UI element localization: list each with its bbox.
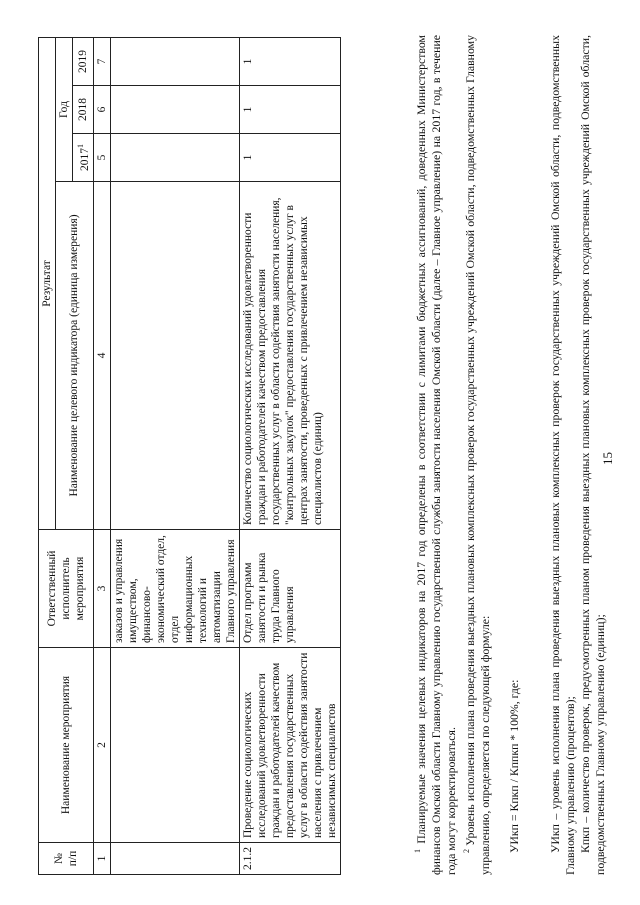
footnotes bbox=[410, 35, 608, 875]
row-value-2019: 1 bbox=[239, 37, 340, 85]
col-number: 1 bbox=[93, 843, 110, 875]
row-activity: Проведение социологических исследований удовлетворенности граждан и работодателей качеством предоставления государственных услуг в области содействия занятости населения с привлечением независимых специалистов bbox=[239, 648, 340, 843]
header-result: Результат bbox=[39, 37, 56, 529]
row-executor: заказов и управления имуществом, финансово-экономический отдел, отдел информационных технологий и автоматизации Главного управления bbox=[110, 530, 239, 648]
activities-table bbox=[38, 37, 341, 875]
row-value-2019 bbox=[110, 37, 239, 85]
formula: УИкп = Кпкп / Кппкп * 100%, где: bbox=[506, 679, 521, 853]
row-value-2017: 1 bbox=[239, 134, 340, 182]
header-executor: Ответственный исполнитель мероприятия bbox=[39, 530, 94, 648]
col-number: 6 bbox=[93, 86, 110, 134]
header-activity: Наименование мероприятия bbox=[39, 648, 94, 843]
row-value-2018 bbox=[110, 86, 239, 134]
header-year-2017: 2017$^1$ bbox=[73, 134, 94, 182]
definition-1: УИкп – уровень исполнения плана проведения выездных плановых комплексных проверок государственных учреждений Омской области, подведомственных Главному управлению (процентов); bbox=[547, 35, 577, 875]
row-num: 2.1.2 bbox=[239, 843, 340, 875]
col-number: 7 bbox=[93, 37, 110, 85]
row-executor: Отдел программ занятости и рынка труда Главного управления bbox=[239, 530, 340, 648]
row-value-2018: 1 bbox=[239, 86, 340, 134]
header-indicator: Наименование целевого индикатора (единица измерения) bbox=[56, 182, 94, 530]
row-indicator bbox=[110, 182, 239, 530]
page-number: 15 bbox=[600, 452, 615, 465]
row-activity bbox=[110, 648, 239, 843]
table-row bbox=[110, 37, 239, 874]
footnote-2: $^2$ Уровень исполнения плана проведения выездных плановых комплексных проверок государственных учреждений Омской области, подведомственных Главному управлению, определяется по следующей формуле: bbox=[461, 35, 492, 875]
row-indicator: Количество социологических исследований удовлетворенности граждан и работодателей качеством предоставления государственных услуг в области содействия занятости населения, "контрольных закупок" предоставления государственных услуг в центрах занятости, проведенных с привлечением независимых специалистов (единиц) bbox=[239, 182, 340, 530]
column-number-row bbox=[93, 37, 110, 874]
col-number: 3 bbox=[93, 530, 110, 648]
row-num bbox=[110, 843, 239, 875]
table-row bbox=[239, 37, 340, 874]
col-number: 2 bbox=[93, 648, 110, 843]
footnote-1: $^1$ Планируемые значения целевых индикаторов на 2017 год определены в соответствии с лимитами бюджетных ассигнований, доведенных Министерством финансов Омской области Главному управлению государственной службы занятости населения Омской области (далее – Главное управление) на 2017 год, в течение года могут корректироваться. bbox=[413, 35, 458, 875]
header-row-1 bbox=[39, 37, 56, 874]
row-value-2017 bbox=[110, 134, 239, 182]
col-number: 4 bbox=[93, 182, 110, 530]
definition-2: Кпкп – количество проверок, предусмотренных планом проведения выездных плановых комплексных проверок государственных учреждений Омской области, подведомственных Главному управлению (единиц); bbox=[577, 35, 607, 875]
header-year: Год bbox=[56, 37, 73, 181]
header-year-2019: 2019 bbox=[73, 37, 94, 85]
col-number: 5 bbox=[93, 134, 110, 182]
header-year-2018: 2018 bbox=[73, 86, 94, 134]
header-num: № п/п bbox=[39, 843, 94, 875]
